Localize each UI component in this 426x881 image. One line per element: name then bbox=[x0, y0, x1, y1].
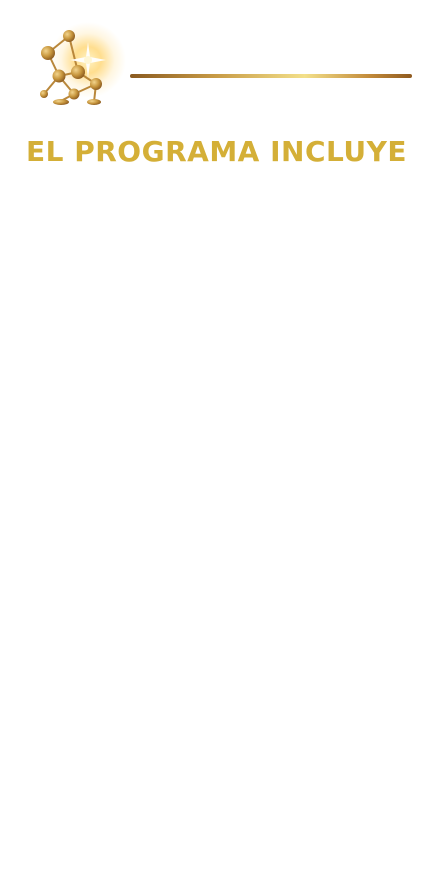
section-title: EL PROGRAMA INCLUYE bbox=[26, 135, 407, 168]
gold-divider-line bbox=[130, 74, 412, 78]
header-decoration bbox=[0, 0, 426, 120]
molecule-logo-icon bbox=[26, 18, 136, 108]
